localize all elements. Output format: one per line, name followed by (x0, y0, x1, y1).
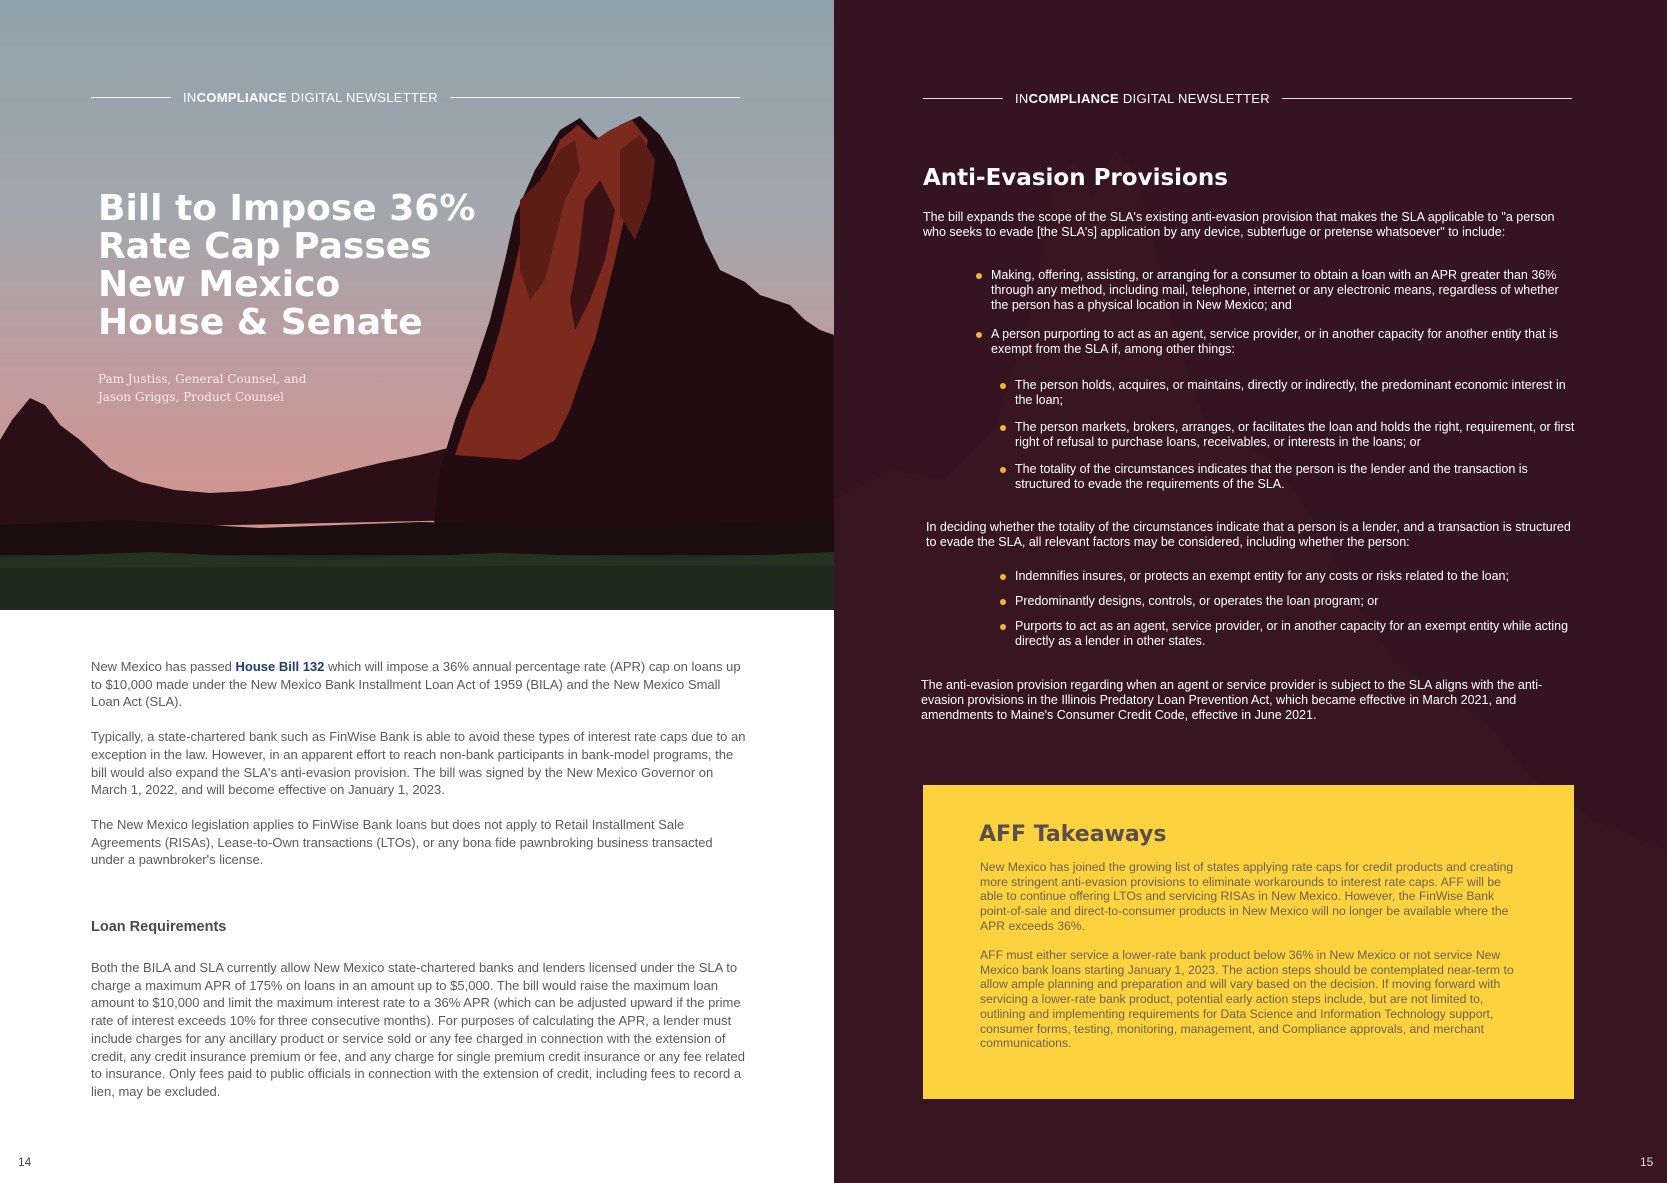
hero-illustration (0, 0, 834, 610)
article-authors (98, 370, 306, 406)
list-item: The person holds, acquires, or maintains, directly or indirectly, the predominant economic interest in the loan; (1000, 378, 1576, 408)
exempt-entity-sub-bullets (1000, 378, 1576, 504)
loan-requirements-heading: Loan Requirements (91, 919, 227, 935)
newsletter-header (91, 90, 740, 105)
header-rule-right (450, 97, 740, 98)
header-rule-left (91, 97, 171, 98)
author-line: Jason Griggs, Product Counsel (98, 390, 284, 404)
house-bill-132-link[interactable]: House Bill 132 (235, 659, 325, 674)
header-rule-right (1282, 98, 1572, 99)
newsletter-header (923, 91, 1572, 106)
page-number: 15 (1640, 1155, 1654, 1169)
list-item: The person markets, brokers, arranges, or facilitates the loan and holds the right, requirement, or first right of refusal to purchase loans, receivables, or interests in the loans; or (1000, 420, 1576, 450)
list-item: Predominantly designs, controls, or operates the loan program; or (1000, 594, 1576, 609)
loan-requirements-paragraph: Both the BILA and SLA currently allow New Mexico state-chartered banks and lenders licensed under the SLA to charge a maximum APR of 175% on loans in an amount up to $5,000. The bill would raise the maximum loan amount to $10,000 and limit the maximum interest rate to a 36% APR (which can be adjusted upward if the prime rate of interest exceeds 10% for three consecutive months). For purposes of calculating the APR, a lender must include charges for any ancillary product or service sold or any fee charged in connection with the extension of credit, any credit insurance premium or fee, and any charge for single premium credit insurance or any fee related to insurance. Only fees paid to public officials in connection with the extension of credit, including fees to record a lien, may be excluded. (91, 960, 745, 1099)
aff-takeaways-paragraph: New Mexico has joined the growing list of states applying rate caps for credit products and creating more stringent anti-evasion provisions to eliminate workarounds to interest rate caps. AFF will be able to continue offering LTOs and servicing RISAs in New Mexico. However, the FinWise Bank point-of-sale and direct-to-consumer products in New Mexico will no longer be available where the APR exceeds 36%. (980, 860, 1514, 933)
list-item: A person purporting to act as an agent, service provider, or in another capacity for another entity that is exempt from the SLA if, among other things: (976, 327, 1576, 357)
aff-takeaways-box (923, 785, 1574, 1099)
author-line: Pam Justiss, General Counsel, and (98, 372, 307, 386)
anti-evasion-bullets (976, 268, 1576, 371)
paragraph: The New Mexico legislation applies to FinWise Bank loans but does not apply to Retail Installment Sale Agreements (RISAs), Lease-to-Own transactions (LTOs), or any bona fide pawnbroking business transacted under a pawnbroker's license. (91, 816, 713, 868)
list-item: Indemnifies insures, or protects an exempt entity for any costs or risks related to the loan; (1000, 569, 1576, 584)
aff-takeaways-paragraph: AFF must either service a lower-rate bank product below 36% in New Mexico or not service New Mexico bank loans starting January 1, 2023. The action steps should be contemplated near-term to allow ample planning and preparation and will vary based on the decision. If moving forward with servicing a lower-rate bank product, potential early action steps include, but are not limited to, outlining and implementing requirements for Data Science and Information Technology support, consumer forms, testing, monitoring, management, and Compliance approvals, and merchant communications. (980, 948, 1514, 1051)
article-body (91, 658, 746, 886)
page-number: 14 (18, 1155, 32, 1169)
article-title: Bill to Impose 36% Rate Cap Passes New Mexico House & Senate (98, 188, 476, 343)
paragraph: Typically, a state-chartered bank such as FinWise Bank is able to avoid these types of interest rate caps due to an exception in the law. However, in an apparent effort to reach non-bank participants in bank-model programs, the bill would also expand the SLA's anti-evasion provision. The bill was signed by the New Mexico Governor on March 1, 2022, and will become effective on January 1, 2023. (91, 729, 746, 798)
list-item: The totality of the circumstances indicates that the person is the lender and the transaction is structured to evade the requirements of the SLA. (1000, 462, 1576, 492)
newsletter-title: INCOMPLIANCE DIGITAL NEWSLETTER (183, 90, 438, 105)
closing-paragraph: The anti-evasion provision regarding when an agent or service provider is subject to the SLA aligns with the anti-evasion provisions in the Illinois Predatory Loan Prevention Act, which became effective in March 2021, and amendments to Maine's Consumer Credit Code, effective in June 2021. (921, 678, 1543, 722)
intro-paragraph: New Mexico has passed House Bill 132 which will impose a 36% annual percentage rate (APR) cap on loans up to $10,000 made under the New Mexico Bank Installment Loan Act of 1959 (BILA) and the New Mexico Small Loan Act (SLA). (91, 659, 741, 710)
list-item: Purports to act as an agent, service provider, or in another capacity for an exempt entity while acting directly as a lender in other states. (1000, 619, 1576, 649)
aff-takeaways-heading: AFF Takeaways (979, 822, 1167, 847)
right-page (834, 0, 1667, 1183)
newsletter-title: INCOMPLIANCE DIGITAL NEWSLETTER (1015, 91, 1270, 106)
anti-evasion-intro: The bill expands the scope of the SLA's existing anti-evasion provision that makes the SLA applicable to "a person who seeks to evade [the SLA's] application by any device, subterfuge or pretense whatsoever" to include: (923, 210, 1555, 239)
header-rule-left (923, 98, 1003, 99)
totality-factors-intro: In deciding whether the totality of the circumstances indicate that a person is a lender, and a transaction is structured to evade the SLA, all relevant factors may be considered, including whether the person: (926, 520, 1571, 549)
totality-factors-list (1000, 569, 1576, 659)
anti-evasion-heading: Anti-Evasion Provisions (923, 165, 1228, 191)
list-item: Making, offering, assisting, or arranging for a consumer to obtain a loan with an APR greater than 36% through any method, including mail, telephone, internet or any electronic means, regardless of whether the person has a physical location in New Mexico; and (976, 268, 1576, 313)
